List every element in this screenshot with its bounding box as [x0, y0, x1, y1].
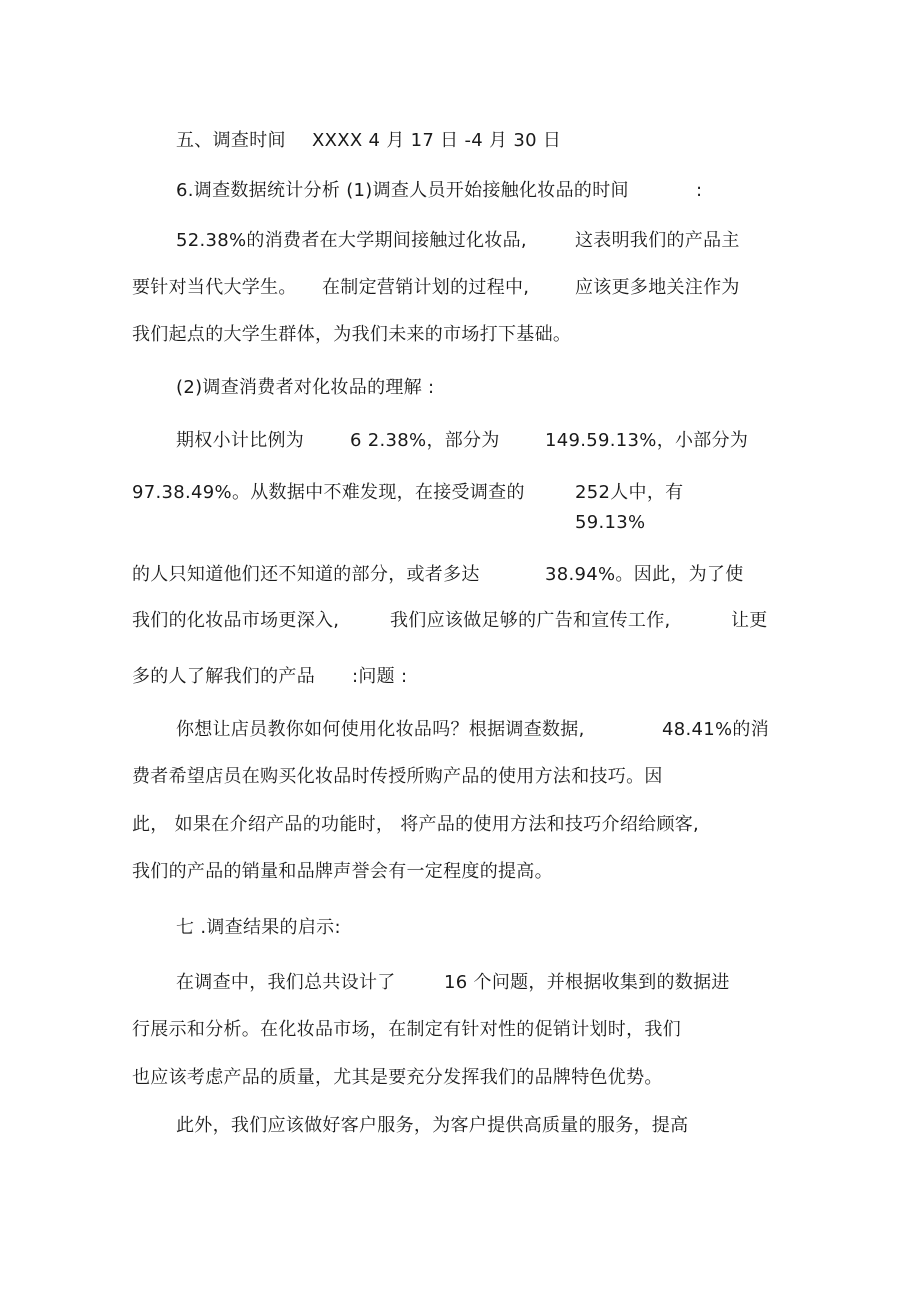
section6-subheading-2: (2)调查消费者对化妆品的理解 :: [176, 377, 435, 398]
p2-line5-b: :问题 :: [352, 666, 408, 687]
s7-p1-line1-b: 16 个问题，并根据收集到的数据进: [444, 972, 730, 993]
p2-line2-c: 59.13%: [575, 512, 646, 533]
p2-line1-c: 149.59.13%，小部分为: [545, 430, 749, 451]
p3-line4: 我们的产品的销量和品牌声誉会有一定程度的提高。: [132, 861, 553, 882]
section6-heading-colon: :: [696, 180, 703, 201]
p3-line1-a: 你想让店员教你如何使用化妆品吗？根据调查数据,: [176, 719, 585, 740]
p2-line1-a: 期权小计比例为: [176, 430, 305, 451]
p1-line2-c: 应该更多地关注作为: [575, 277, 740, 298]
section6-heading: 6.调查数据统计分析 (1)调查人员开始接触化妆品的时间: [176, 180, 629, 201]
s7-p2-line1: 此外，我们应该做好客户服务，为客户提供高质量的服务，提高: [176, 1115, 689, 1136]
p2-line1-b: 6 2.38%，部分为: [350, 430, 500, 451]
s7-p1-line3: 也应该考虑产品的质量，尤其是要充分发挥我们的品牌特色优势。: [132, 1067, 663, 1088]
p2-line5-a: 多的人了解我们的产品: [132, 666, 315, 687]
p1-line2-b: 在制定营销计划的过程中,: [322, 277, 530, 298]
p2-line4-b: 我们应该做足够的广告和宣传工作,: [390, 610, 671, 631]
survey-time-value: XXXX 4 月 17 日 -4 月 30 日: [312, 130, 562, 151]
section7-heading: 七 .调查结果的启示:: [176, 917, 341, 938]
p2-line4-c: 让更: [731, 610, 768, 631]
p2-line3-a: 的人只知道他们还不知道的部分，或者多达: [132, 564, 480, 585]
p1-line1-a: 52.38%的消费者在大学期间接触过化妆品,: [176, 230, 527, 251]
s7-p1-line1-a: 在调查中，我们总共设计了: [176, 972, 396, 993]
survey-time-label: 五、调查时间: [176, 130, 286, 151]
p3-line3: 此， 如果在介绍产品的功能时， 将产品的使用方法和技巧介绍给顾客,: [132, 814, 700, 835]
p1-line3: 我们起点的大学生群体，为我们未来的市场打下基础。: [132, 324, 572, 345]
p3-line1-b: 48.41%的消: [662, 719, 770, 740]
p2-line4-a: 我们的化妆品市场更深入,: [132, 610, 340, 631]
p1-line1-b: 这表明我们的产品主: [575, 230, 740, 251]
p3-line2: 费者希望店员在购买化妆品时传授所购产品的使用方法和技巧。因: [132, 766, 663, 787]
s7-p1-line2: 行展示和分析。在化妆品市场，在制定有针对性的促销计划时，我们: [132, 1019, 681, 1040]
p2-line2-a: 97.38.49%。从数据中不难发现，在接受调查的: [132, 482, 525, 503]
p1-line2-a: 要针对当代大学生。: [132, 277, 297, 298]
p2-line3-b: 38.94%。因此，为了使: [545, 564, 744, 585]
p2-line2-b: 252人中，有: [575, 482, 684, 503]
